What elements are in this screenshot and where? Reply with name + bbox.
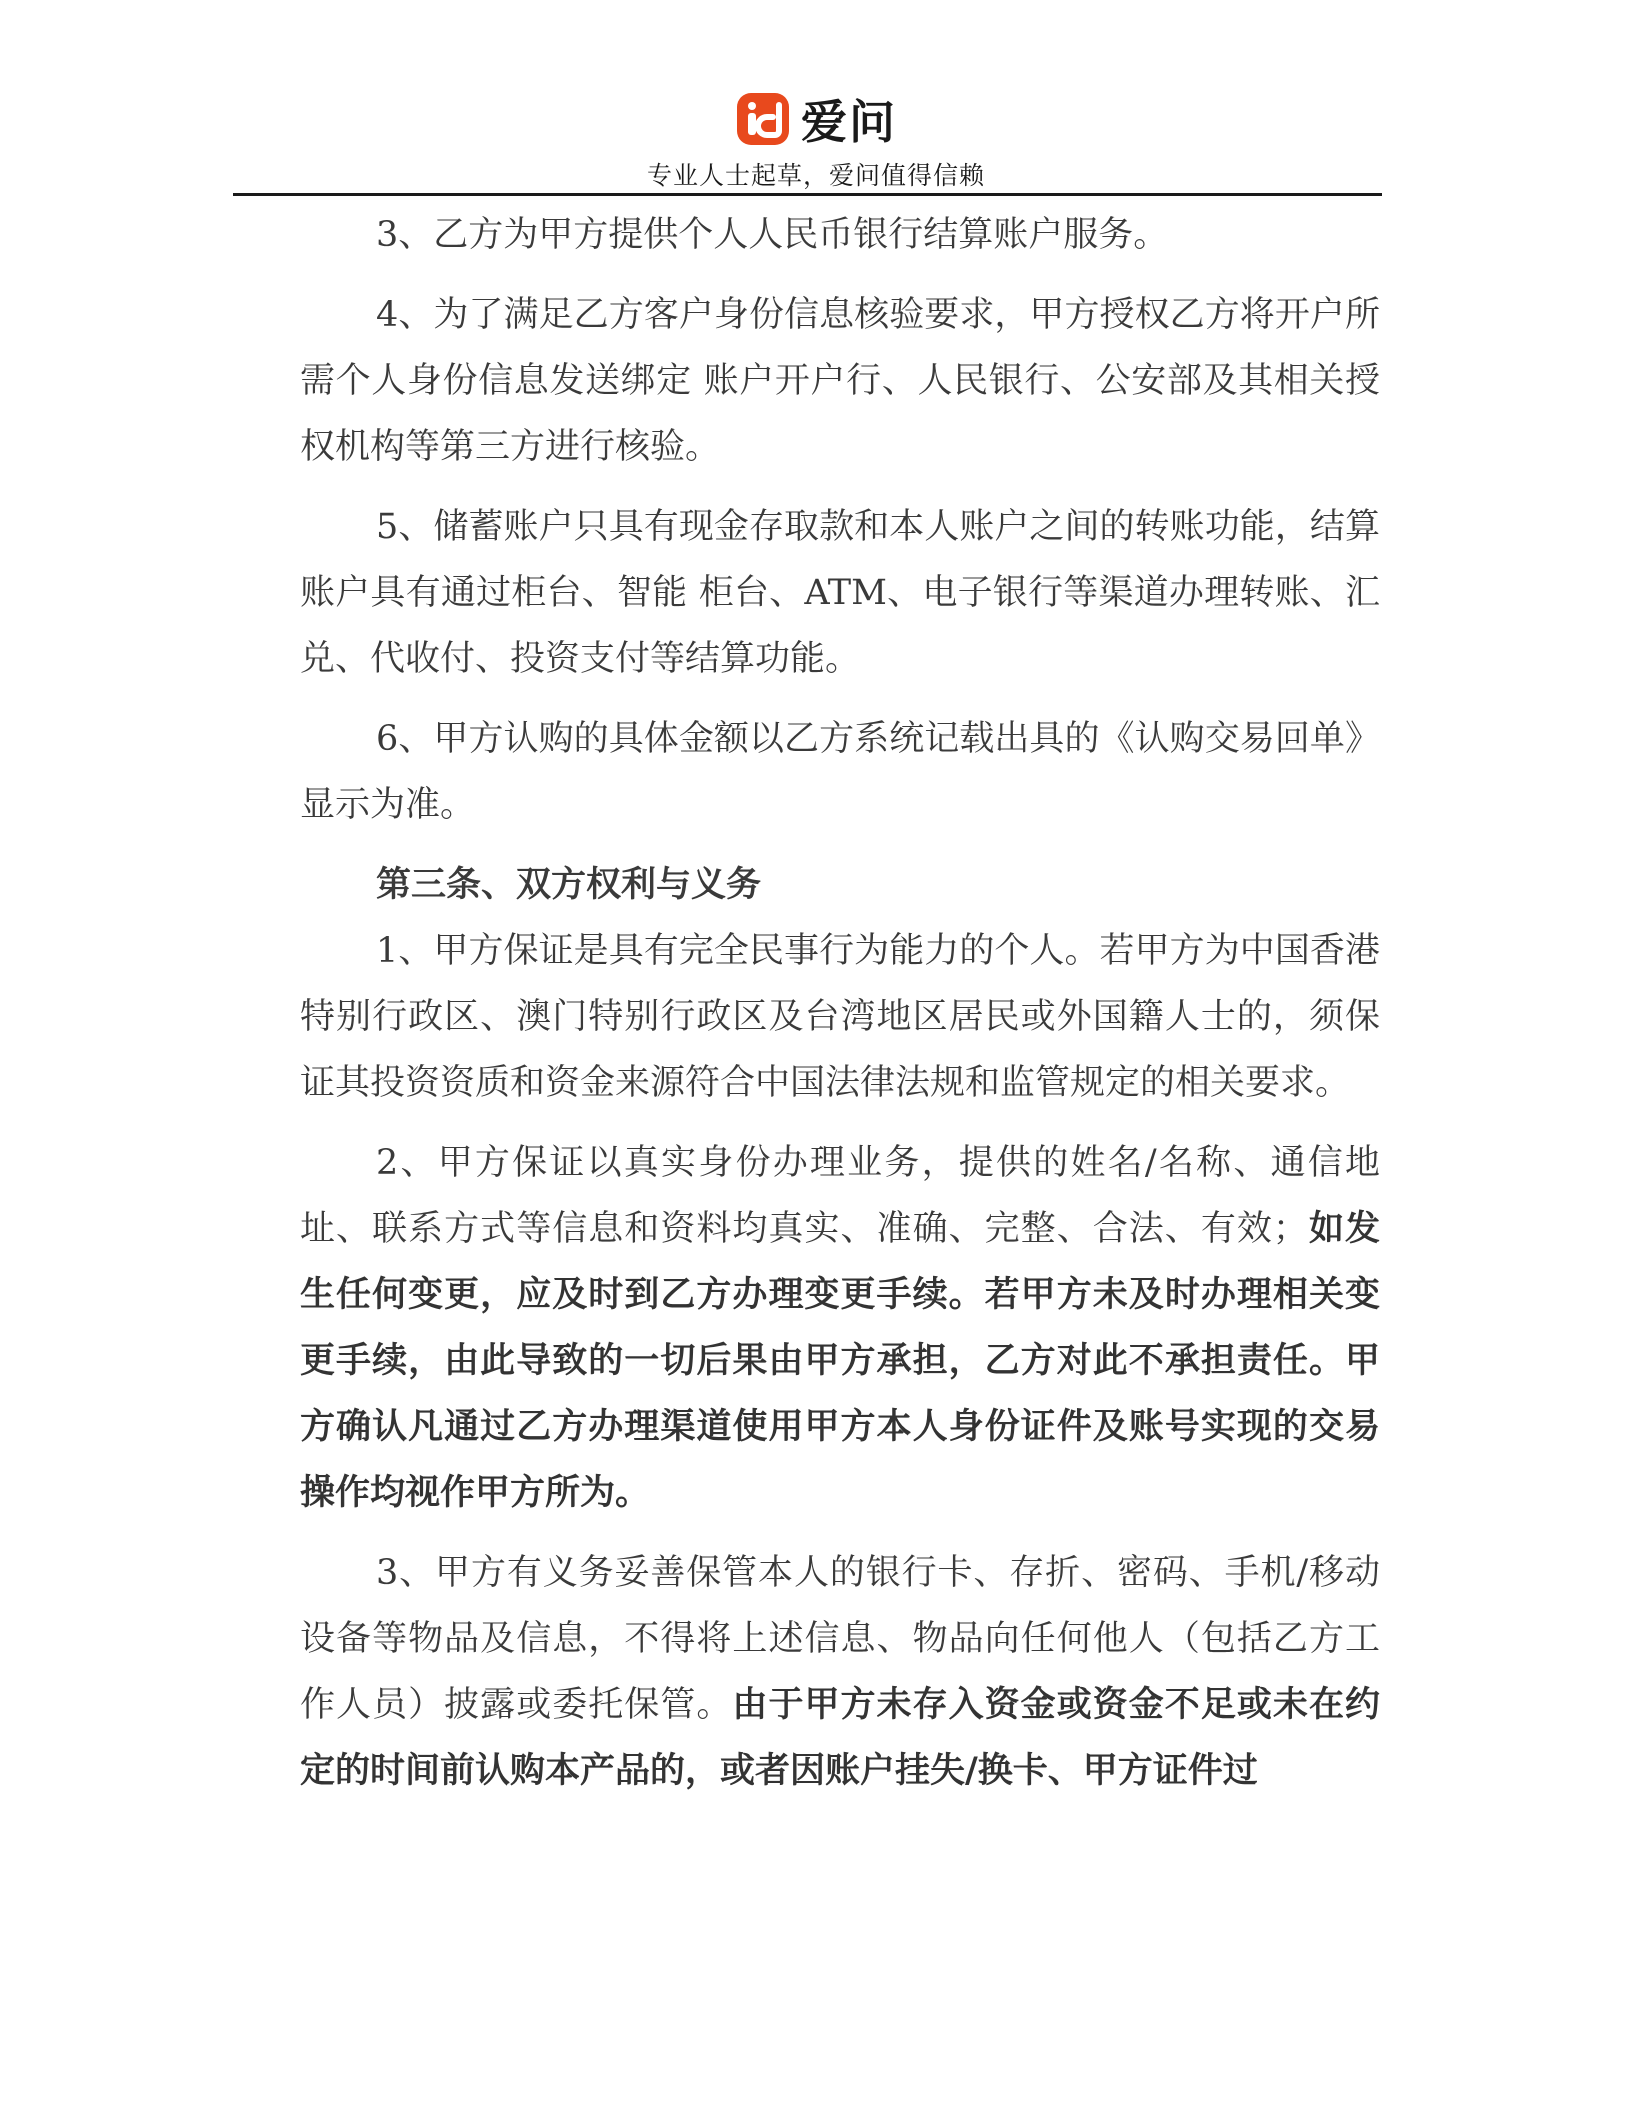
aiwen-logo-icon [735,91,791,147]
section3-clause-1: 1、甲方保证是具有完全民事行为能力的个人。若甲方为中国香港特别行政区、澳门特别行政区及台湾地区居民或外国籍人士的，须保证其投资资质和资金来源符合中国法律法规和监管规定的相关要求。 [300,931,1380,1103]
section3-clause-3 [300,1540,1380,1804]
clause-3-bold-text: 由于甲方未存入资金或资金不足或未在约定的时间前认购本产品的，或者因账户挂失/换卡、甲方证件过 [300,1684,1380,1791]
clause-4: 4、为了满足乙方客户身份信息核验要求，甲方授权乙方将开户所需个人身份信息发送绑定 账户开户行、人民银行、公安部及其相关授权机构等第三方进行核验。 [300,295,1380,467]
brand-logo [0,88,1632,150]
clause-3: 3、乙方为甲方提供个人人民币银行结算账户服务。 [376,215,1169,255]
brand-slogan: 专业人士起草，爱问值得信赖 [646,161,985,190]
clause-6: 6、甲方认购的具体金额以乙方系统记载出具的《认购交易回单》显示为准。 [300,719,1380,825]
clause-3-text: 3、甲方有义务妥善保管本人的银行卡、存折、密码、手机/移动设备等物品及信息，不得将上述信息、物品向任何他人（包括乙方工作人员）披露或委托保管。 [300,1553,1380,1725]
clause-2-text: 2、甲方保证以真实身份办理业务，提供的姓名/名称、通信地址、联系方式等信息和资料均真实、准确、完整、合法、有效； [300,1143,1380,1249]
clause-2-bold-text: 如发生任何变更，应及时到乙方办理变更手续。若甲方未及时办理相关变更手续，由此导致的一切后果由甲方承担，乙方对此不承担责任。甲方确认凡通过乙方办理渠道使用甲方本人身份证件及账号实现的交易操作均视作甲方所为。 [300,1208,1380,1513]
brand-name: 爱问 [801,95,897,149]
page-header [0,88,1632,192]
document-body [300,202,1380,1818]
header-divider [233,193,1382,196]
section-heading: 第三条、双方权利与义务 [376,864,762,905]
clause-5: 5、储蓄账户只具有现金存取款和本人账户之间的转账功能，结算账户具有通过柜台、智能 柜台、ATM、电子银行等渠道办理转账、汇兑、代收付、投资支付等结算功能。 [300,507,1380,679]
section3-clause-2 [300,1130,1380,1526]
